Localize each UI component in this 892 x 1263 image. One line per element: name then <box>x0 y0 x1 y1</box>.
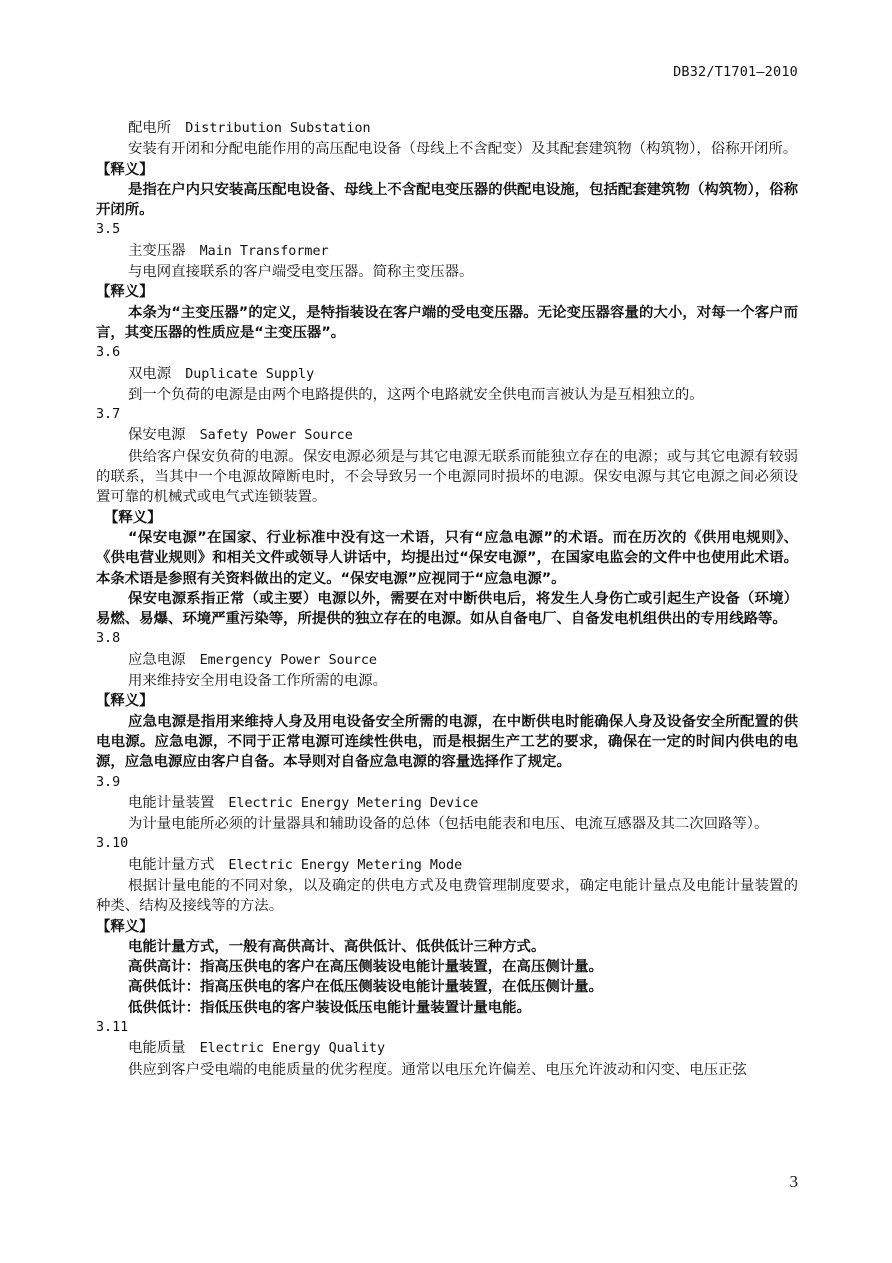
term-chinese: 双电源 <box>128 365 172 382</box>
note-line: 高供低计：指高压供电的客户在低压侧装设电能计量装置，在低压侧计量。 <box>128 979 603 996</box>
note-paragraph: 是指在户内只安装高压配电设备、母线上不含配电变压器的供配电设施，包括配套建筑物（构筑物），俗称开闭所。 <box>96 181 798 219</box>
term-chinese: 电能质量 <box>128 1040 186 1057</box>
term-definition: 到一个负荷的电源是由两个电路提供的，这两个电路就安全供电而言被认为是互相独立的。 <box>128 386 704 403</box>
term-chinese: 应急电源 <box>128 651 186 668</box>
term-english: Duplicate Supply <box>185 366 315 382</box>
term-english: Electric Energy Metering Mode <box>228 857 463 873</box>
term-english: Electric Energy Quality <box>199 1041 386 1057</box>
note-label: 【释义】 <box>96 284 154 301</box>
term-english: Emergency Power Source <box>199 652 377 668</box>
term-definition: 与电网直接联系的客户端受电变压器。简称主变压器。 <box>128 264 474 281</box>
term-chinese: 电能计量装置 <box>128 794 215 811</box>
term-definition: 供应到客户受电端的电能质量的优劣程度。通常以电压允许偏差、电压允许波动和闪变、电压正弦 <box>128 1061 747 1078</box>
section-number: 3.9 <box>96 774 121 790</box>
page-number: 3 <box>789 1172 798 1191</box>
document-body <box>96 118 798 1080</box>
note-label: 【释义】 <box>96 161 154 178</box>
term-english: Electric Energy Metering Device <box>228 795 479 811</box>
term-heading <box>96 425 798 446</box>
term-heading <box>96 650 798 671</box>
note-label: 【释义】 <box>104 509 162 526</box>
term-heading <box>96 1038 798 1059</box>
term-chinese: 配电所 <box>128 120 172 136</box>
term-heading <box>96 118 798 139</box>
term-definition: 用来维持安全用电设备工作所需的电源。 <box>128 673 388 690</box>
section-number: 3.6 <box>96 345 121 361</box>
section-number: 3.11 <box>96 1020 129 1036</box>
note-label: 【释义】 <box>96 918 154 935</box>
term-chinese: 保安电源 <box>128 427 186 444</box>
term-english: Distribution Substation <box>185 121 371 136</box>
term-chinese: 主变压器 <box>128 242 186 259</box>
term-chinese: 电能计量方式 <box>128 856 215 873</box>
section-number: 3.10 <box>96 836 129 852</box>
section-number: 3.5 <box>96 222 121 238</box>
document-code: DB32/T1701—2010 <box>673 64 798 80</box>
note-line: 电能计量方式，一般有高供高计、高供低计、低供低计三种方式。 <box>128 938 546 955</box>
term-heading <box>96 364 798 385</box>
note-paragraph: 保安电源系指正常（或主要）电源以外，需要在对中断供电后，将发生人身伤亡或引起生产设备（环境）易燃、易爆、环境严重污染等，所提供的独立存在的电源。如从自备电厂、自备发电机组供出的专用线路等。 <box>96 590 798 628</box>
note-paragraph: “保安电源”在国家、行业标准中没有这一术语，只有“应急电源”的术语。而在历次的《供用电规则》、《供电营业规则》和相关文件或领导人讲话中，均提出过“保安电源”，在国家电监会的文件中也使用此术语。本条术语是参照有关资料做出的定义。“保安电源”应视同于“应急电源”。 <box>96 529 798 587</box>
term-definition: 安装有开闭和分配电能作用的高压配电设备（母线上不含配变）及其配套建筑物（构筑物），俗称开闭所。 <box>128 141 798 158</box>
note-paragraph: 应急电源是指用来维持人身及用电设备安全所需的电源，在中断供电时能确保人身及设备安全所配置的供电电源。应急电源，不同于正常电源可连续性供电，而是根据生产工艺的要求，确保在一定的时间内供电的电源，应急电源应由客户自备。本导则对自备应急电源的容量选择作了规定。 <box>96 713 798 771</box>
note-line: 高供高计：指高压供电的客户在高压侧装设电能计量装置，在高压侧计量。 <box>128 959 603 976</box>
note-paragraph: 本条为“主变压器”的定义，是特指装设在客户端的受电变压器。无论变压器容量的大小，对每一个客户而言，其变压器的性质应是“主变压器”。 <box>96 304 798 341</box>
term-heading <box>96 793 798 814</box>
section-number: 3.8 <box>96 631 121 647</box>
section-number: 3.7 <box>96 407 121 423</box>
term-heading <box>96 855 798 876</box>
term-definition: 供给客户保安负荷的电源。保安电源必须是与其它电源无联系而能独立存在的电源；或与其它电源有较弱的联系，当其中一个电源故障断电时，不会导致另一个电源同时损坏的电源。保安电源与其它电源之间必须设置可靠的机械式或电气式连锁装置。 <box>96 448 798 506</box>
term-definition: 为计量电能所必须的计量器具和辅助设备的总体（包括电能表和电压、电流互感器及其二次回路等）。 <box>128 816 769 833</box>
term-english: Main Transformer <box>199 243 329 259</box>
term-definition: 根据计量电能的不同对象，以及确定的供电方式及电费管理制度要求，确定电能计量点及电能计量装置的种类、结构及接线等的方法。 <box>96 877 798 915</box>
note-label: 【释义】 <box>96 693 154 710</box>
term-heading <box>96 241 798 262</box>
note-line: 低供低计：指低压供电的客户装设低压电能计量装置计量电能。 <box>128 999 531 1016</box>
term-english: Safety Power Source <box>199 428 353 444</box>
